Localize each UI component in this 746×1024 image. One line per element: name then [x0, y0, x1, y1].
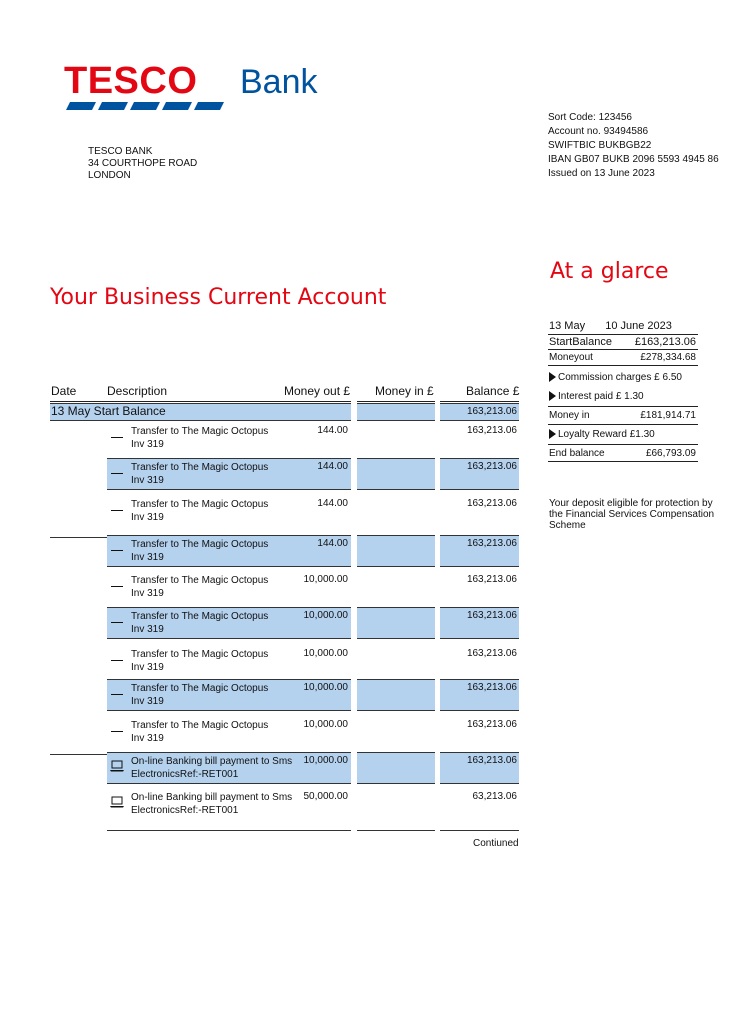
address-line: 34 COURTHOPE ROAD: [88, 158, 198, 169]
glance-period: [549, 320, 672, 332]
triangle-bullet-icon: [549, 372, 556, 382]
row-band: [357, 752, 435, 784]
balance-value: 163,213.06: [466, 682, 517, 693]
start-balance-label: 13 May Start Balance: [51, 404, 166, 418]
row-band: [357, 535, 435, 567]
issue-date: Issued on 13 June 2023: [548, 168, 655, 179]
logo-product: Bank: [240, 63, 318, 101]
balance-value: 163,213.06: [466, 538, 517, 549]
transaction-reference: Inv 319: [131, 512, 164, 523]
dash-icon: [111, 660, 123, 661]
transaction-description: Transfer to The Magic Octopus: [131, 683, 269, 694]
row-band: [357, 679, 435, 711]
sort-code: Sort Code: 123456: [548, 112, 632, 123]
dash-icon: [111, 622, 123, 623]
swift-bic: SWIFTBIC BUKBGB22: [548, 140, 652, 151]
glance-value: £66,793.09: [645, 448, 696, 459]
glance-label: Money in: [549, 410, 590, 421]
glance-label: Moneyout: [549, 352, 593, 363]
transaction-reference: Inv 319: [131, 696, 164, 707]
balance-value: 163,213.06: [466, 648, 517, 659]
balance-value: 163,213.06: [466, 461, 517, 472]
glance-loyalty: Loyalty Reward £1.30: [549, 429, 696, 440]
divider: [548, 334, 698, 335]
divider: [548, 424, 698, 425]
account-number: Account no. 93494586: [548, 126, 649, 137]
dash-icon: [111, 731, 123, 732]
balance-value: 163,213.06: [466, 498, 517, 509]
table-bottom-rule: [440, 830, 519, 831]
dash-icon: [111, 550, 123, 551]
glance-end-balance: [549, 448, 696, 459]
dash-icon: [111, 694, 123, 695]
header-underline: [440, 401, 519, 402]
col-header-money-out: Money out £: [284, 384, 351, 398]
glance-money-out: [549, 352, 696, 363]
glance-commission: Commission charges £ 6.50: [549, 372, 696, 383]
transaction-description: Transfer to The Magic Octopus: [131, 611, 269, 622]
transaction-reference: ElectronicsRef:-RET001: [131, 769, 239, 780]
address-line: TESCO BANK: [88, 146, 153, 157]
transaction-reference: Inv 319: [131, 662, 164, 673]
dash-icon: [111, 510, 123, 511]
tesco-bank-logo: [64, 62, 334, 112]
table-bottom-rule: [357, 830, 435, 831]
col-header-description: Description: [107, 384, 168, 398]
divider: [548, 461, 698, 462]
transaction-description: Transfer to The Magic Octopus: [131, 499, 269, 510]
divider: [548, 444, 698, 445]
balance-value: 163,213.06: [466, 610, 517, 621]
col-header-money-in: Money in £: [375, 384, 434, 398]
glance-label: End balance: [549, 448, 605, 459]
money-out-value: 144.00: [317, 461, 348, 472]
transaction-reference: Inv 319: [131, 475, 164, 486]
transaction-description: Transfer to The Magic Octopus: [131, 720, 269, 731]
money-out-value: 144.00: [317, 425, 348, 436]
money-out-value: 10,000.00: [303, 610, 348, 621]
table-bottom-rule: [107, 830, 351, 831]
money-out-value: 10,000.00: [303, 755, 348, 766]
logo-dashes-icon: [66, 102, 226, 110]
transaction-description: Transfer to The Magic Octopus: [131, 539, 269, 550]
balance-value: 163,213.06: [466, 574, 517, 585]
divider: [548, 365, 698, 366]
glance-start-balance: [549, 336, 696, 348]
glance-title: At a glarce: [550, 259, 669, 284]
balance-value: 163,213.06: [466, 755, 517, 766]
transaction-description: Transfer to The Magic Octopus: [131, 462, 269, 473]
transaction-description: On-line Banking bill payment to Sms: [131, 792, 293, 803]
glance-date-to: 10 June 2023: [605, 320, 672, 332]
start-balance-value: 163,213.06: [466, 406, 517, 417]
balance-value: 63,213.06: [472, 791, 517, 802]
date-separator: [50, 537, 107, 538]
transaction-reference: Inv 319: [131, 624, 164, 635]
triangle-bullet-icon: [549, 391, 556, 401]
glance-interest: Interest paid £ 1.30: [549, 391, 696, 402]
protection-note: Your deposit eligible for protection by the Financial Services Compensation Scheme: [549, 498, 715, 531]
start-balance-band: [357, 403, 435, 421]
glance-money-in: [549, 410, 696, 421]
money-out-value: 10,000.00: [303, 574, 348, 585]
transaction-description: Transfer to The Magic Octopus: [131, 649, 269, 660]
money-out-value: 10,000.00: [303, 648, 348, 659]
transaction-reference: Inv 319: [131, 733, 164, 744]
balance-value: 163,213.06: [466, 425, 517, 436]
dash-icon: [111, 473, 123, 474]
triangle-bullet-icon: [549, 429, 556, 439]
header-underline: [50, 401, 351, 402]
glance-value: £181,914.71: [640, 410, 696, 421]
dash-icon: [111, 586, 123, 587]
laptop-icon: [109, 760, 125, 772]
money-out-value: 50,000.00: [303, 791, 348, 802]
divider: [548, 406, 698, 407]
address-line: LONDON: [88, 170, 131, 181]
glance-label: StartBalance: [549, 336, 612, 348]
row-band: [357, 607, 435, 639]
money-out-value: 10,000.00: [303, 682, 348, 693]
col-header-date: Date: [51, 384, 77, 398]
transaction-description: Transfer to The Magic Octopus: [131, 575, 269, 586]
row-band: [357, 458, 435, 490]
laptop-icon: [109, 796, 125, 808]
glance-value: £163,213.06: [634, 336, 696, 348]
money-out-value: 144.00: [317, 538, 348, 549]
transaction-description: On-line Banking bill payment to Sms: [131, 756, 293, 767]
divider: [548, 349, 698, 350]
continued-note: Contiuned: [473, 838, 519, 849]
glance-date-from: 13 May: [549, 320, 586, 332]
balance-value: 163,213.06: [466, 719, 517, 730]
transaction-reference: Inv 319: [131, 552, 164, 563]
transaction-reference: Inv 319: [131, 439, 164, 450]
account-info: [548, 111, 719, 181]
date-separator: [50, 754, 107, 755]
money-out-value: 10,000.00: [303, 719, 348, 730]
logo-brand: TESCO: [64, 60, 198, 102]
header-underline: [357, 401, 435, 402]
account-title: Your Business Current Account: [50, 285, 387, 310]
glance-value: £278,334.68: [640, 352, 696, 363]
iban: IBAN GB07 BUKB 2096 5593 4945 86: [548, 154, 719, 165]
transaction-description: Transfer to The Magic Octopus: [131, 426, 269, 437]
transaction-reference: ElectronicsRef:-RET001: [131, 805, 239, 816]
col-header-balance: Balance £: [466, 384, 520, 398]
bank-address: [88, 146, 197, 182]
money-out-value: 144.00: [317, 498, 348, 509]
transaction-reference: Inv 319: [131, 588, 164, 599]
dash-icon: [111, 437, 123, 438]
